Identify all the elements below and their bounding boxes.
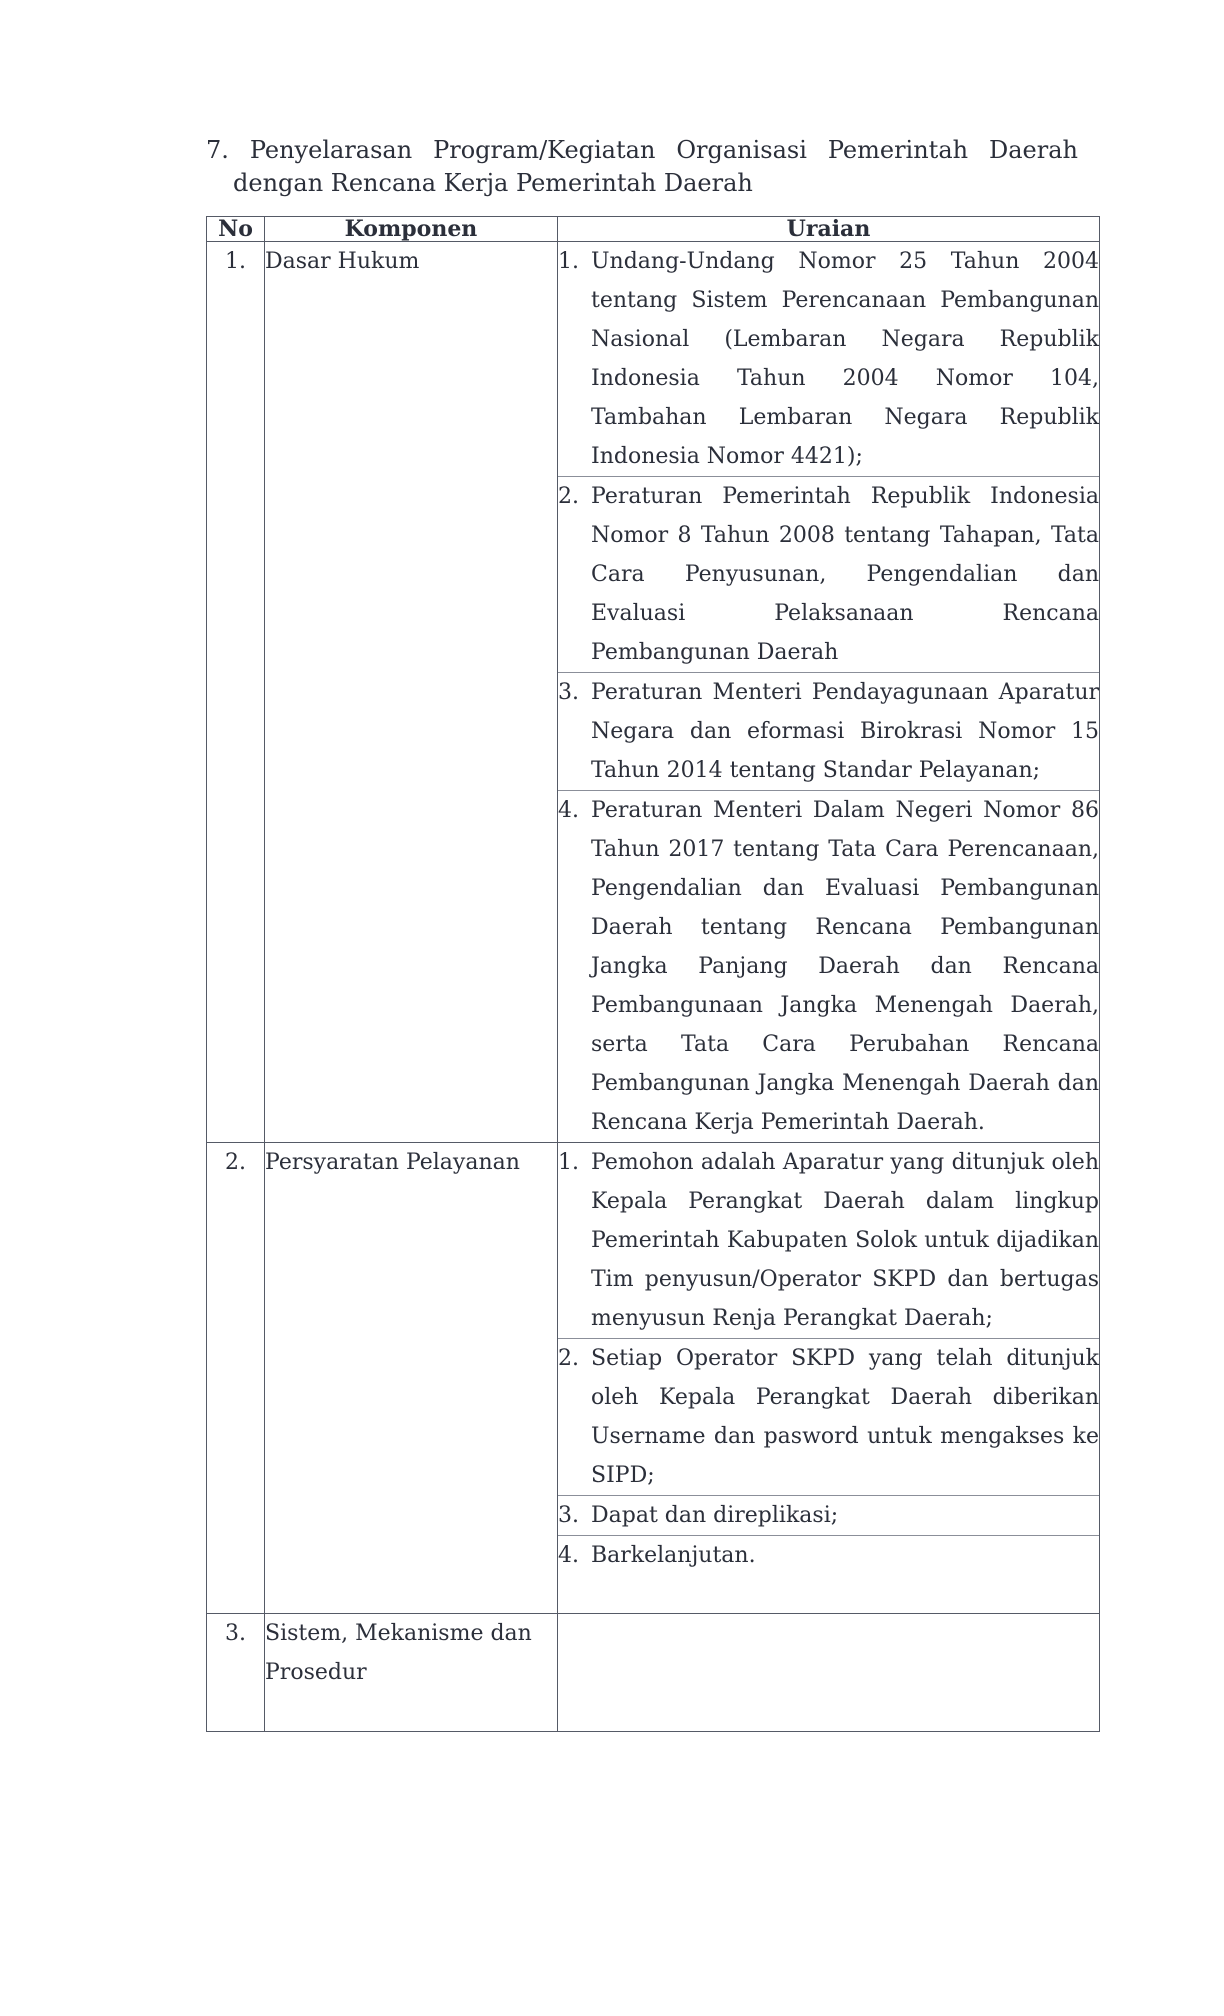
uraian-item [558, 476, 1099, 672]
section-heading-line1 [206, 134, 1078, 167]
heading-word: Penyelarasan [249, 136, 413, 164]
table-row [207, 1143, 1100, 1614]
table-header-row [207, 217, 1100, 242]
uraian-item [558, 1535, 1099, 1575]
item-number: 4. [558, 1543, 579, 1568]
item-text: Pemohon adalah Aparatur yang ditunjuk oleh Kepala Perangkat Daerah dalam lingkup Pemerintah Kabupaten Solok untuk dijadikan Tim penyusun/Operator SKPD dan bertugas menyusun Renja Perangkat Daerah; [591, 1150, 1099, 1331]
uraian-item [558, 1143, 1099, 1338]
row-komponen: Sistem, Mekanisme dan Prosedur [265, 1614, 558, 1732]
uraian-item [558, 672, 1099, 790]
header-komponen: Komponen [265, 217, 558, 242]
heading-word: Organisasi [676, 136, 807, 164]
item-number: 2. [558, 484, 579, 509]
heading-word: Daerah [989, 136, 1078, 164]
requirements-table [206, 216, 1100, 1732]
item-number: 3. [558, 680, 579, 705]
row-uraian [558, 1143, 1100, 1614]
item-number: 2. [558, 1346, 579, 1371]
uraian-item [558, 1338, 1099, 1495]
table-row [207, 242, 1100, 1143]
table-row [207, 1614, 1100, 1732]
heading-word: Program/Kegiatan [433, 136, 656, 164]
row-number: 3. [207, 1614, 265, 1732]
row-number: 1. [207, 242, 265, 1143]
item-text: Dapat dan direplikasi; [591, 1503, 839, 1528]
item-number: 1. [558, 1150, 579, 1175]
item-text: Setiap Operator SKPD yang telah ditunjuk oleh Kepala Perangkat Daerah diberikan Username dan pasword untuk mengakses ke SIPD; [591, 1346, 1099, 1488]
uraian-item [558, 790, 1099, 1142]
row-komponen: Dasar Hukum [265, 242, 558, 1143]
header-uraian: Uraian [558, 217, 1100, 242]
item-text: Undang-Undang Nomor 25 Tahun 2004 tentang Sistem Perencanaan Pembangunan Nasional (Lembaran Negara Republik Indonesia Tahun 2004 Nomor 104, Tambahan Lembaran Negara Republik Indonesia Nomor 4421); [591, 249, 1099, 469]
item-text: Peraturan Menteri Dalam Negeri Nomor 86 Tahun 2017 tentang Tata Cara Perencanaan, Pengendalian dan Evaluasi Pembangunan Daerah tentang Rencana Pembangunan Jangka Panjang Daerah dan Rencana Pembangunaan Jangka Menengah Daerah, serta Tata Cara Perubahan Rencana Pembangunan Jangka Menengah Daerah dan Rencana Kerja Pemerintah Daerah. [591, 798, 1099, 1135]
row-uraian [558, 1614, 1100, 1732]
header-no: No [207, 217, 265, 242]
item-number: 3. [558, 1503, 579, 1528]
item-number: 4. [558, 798, 579, 823]
item-text: Peraturan Menteri Pendayagunaan Aparatur Negara dan eformasi Birokrasi Nomor 15 Tahun 2014 tentang Standar Pelayanan; [591, 680, 1099, 783]
uraian-item [558, 1495, 1099, 1535]
section-heading-line2: dengan Rencana Kerja Pemerintah Daerah [233, 169, 753, 197]
item-text: Peraturan Pemerintah Republik Indonesia Nomor 8 Tahun 2008 tentang Tahapan, Tata Cara Penyusunan, Pengendalian dan Evaluasi Pelaksanaan Rencana Pembangunan Daerah [591, 484, 1099, 665]
item-text: Barkelanjutan. [591, 1543, 756, 1568]
row-number: 2. [207, 1143, 265, 1614]
heading-word: Pemerintah [827, 136, 969, 164]
row-uraian [558, 242, 1100, 1143]
section-heading [206, 134, 1078, 200]
heading-number: 7. [206, 136, 229, 164]
uraian-item [558, 242, 1099, 476]
item-number: 1. [558, 249, 579, 274]
row-komponen: Persyaratan Pelayanan [265, 1143, 558, 1614]
